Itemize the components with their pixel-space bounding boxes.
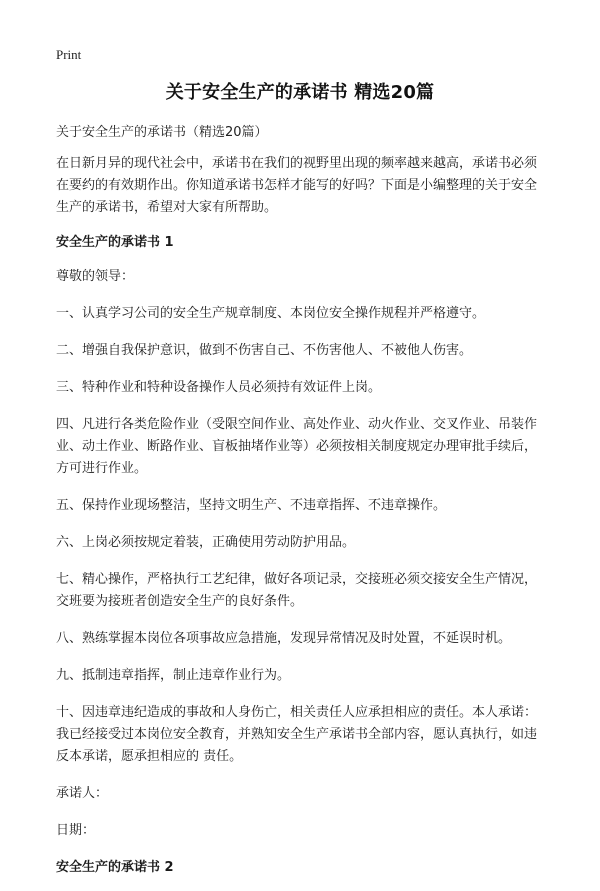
date-label: 日期： (56, 823, 96, 838)
section-heading-1: 安全生产的承诺书 1 (56, 235, 174, 250)
commitment-item: 七、精心操作，严格执行工艺纪律，做好各项记录，交接班必须交接安全生产情况，交班要为接班者创造安全生产的良好条件。 (56, 572, 538, 609)
commitment-item: 三、特种作业和特种设备操作人员必须持有效证件上岗。 (56, 380, 382, 395)
greeting-text: 尊敬的领导： (56, 269, 135, 284)
section-heading-2: 安全生产的承诺书 2 (56, 860, 174, 875)
commitment-item: 二、增强自我保护意识，做到不伤害自己、不伤害他人、不被他人伤害。 (56, 343, 473, 358)
commitment-item: 十、因违章违纪造成的事故和人身伤亡，相关责任人应承担相应的责任。本人承诺：我已经接受过本岗位安全教育，并熟知安全生产承诺书全部内容，愿认真执行，如违反本承诺，愿承担相应的 责任。 (56, 705, 538, 764)
commitment-item: 一、认真学习公司的安全生产规章制度、本岗位安全操作规程并严格遵守。 (56, 306, 486, 321)
commitment-item: 八、熟练掌握本岗位各项事故应急措施，发现异常情况及时处置，不延误时机。 (56, 631, 512, 646)
page-title: 关于安全生产的承诺书 精选20篇 (165, 82, 435, 103)
commitment-item: 五、保持作业现场整洁，坚持文明生产、不违章指挥、不违章操作。 (56, 498, 447, 513)
commitment-item: 九、抵制违章指挥，制止违章作业行为。 (56, 668, 291, 683)
print-link[interactable]: Print (56, 47, 82, 62)
intro-paragraph: 在日新月异的现代社会中，承诺书在我们的视野里出现的频率越来越高，承诺书必须在要约的有效期作出。你知道承诺书怎样才能写的好吗？下面是小编整理的关于安全生产的承诺书，希望对大家有所帮助。 (56, 156, 538, 215)
commitment-item: 四、凡进行各类危险作业（受限空间作业、高处作业、动火作业、交叉作业、吊装作业、动土作业、断路作业、盲板抽堵作业等）必须按相关制度规定办理审批手续后，方可进行作业。 (56, 417, 538, 476)
document-body (56, 153, 548, 891)
commitment-item: 六、上岗必须按规定着装，正确使用劳动防护用品。 (56, 535, 356, 550)
signer-label: 承诺人： (56, 786, 109, 801)
document-subtitle: 关于安全生产的承诺书（精选20篇） (56, 125, 268, 140)
